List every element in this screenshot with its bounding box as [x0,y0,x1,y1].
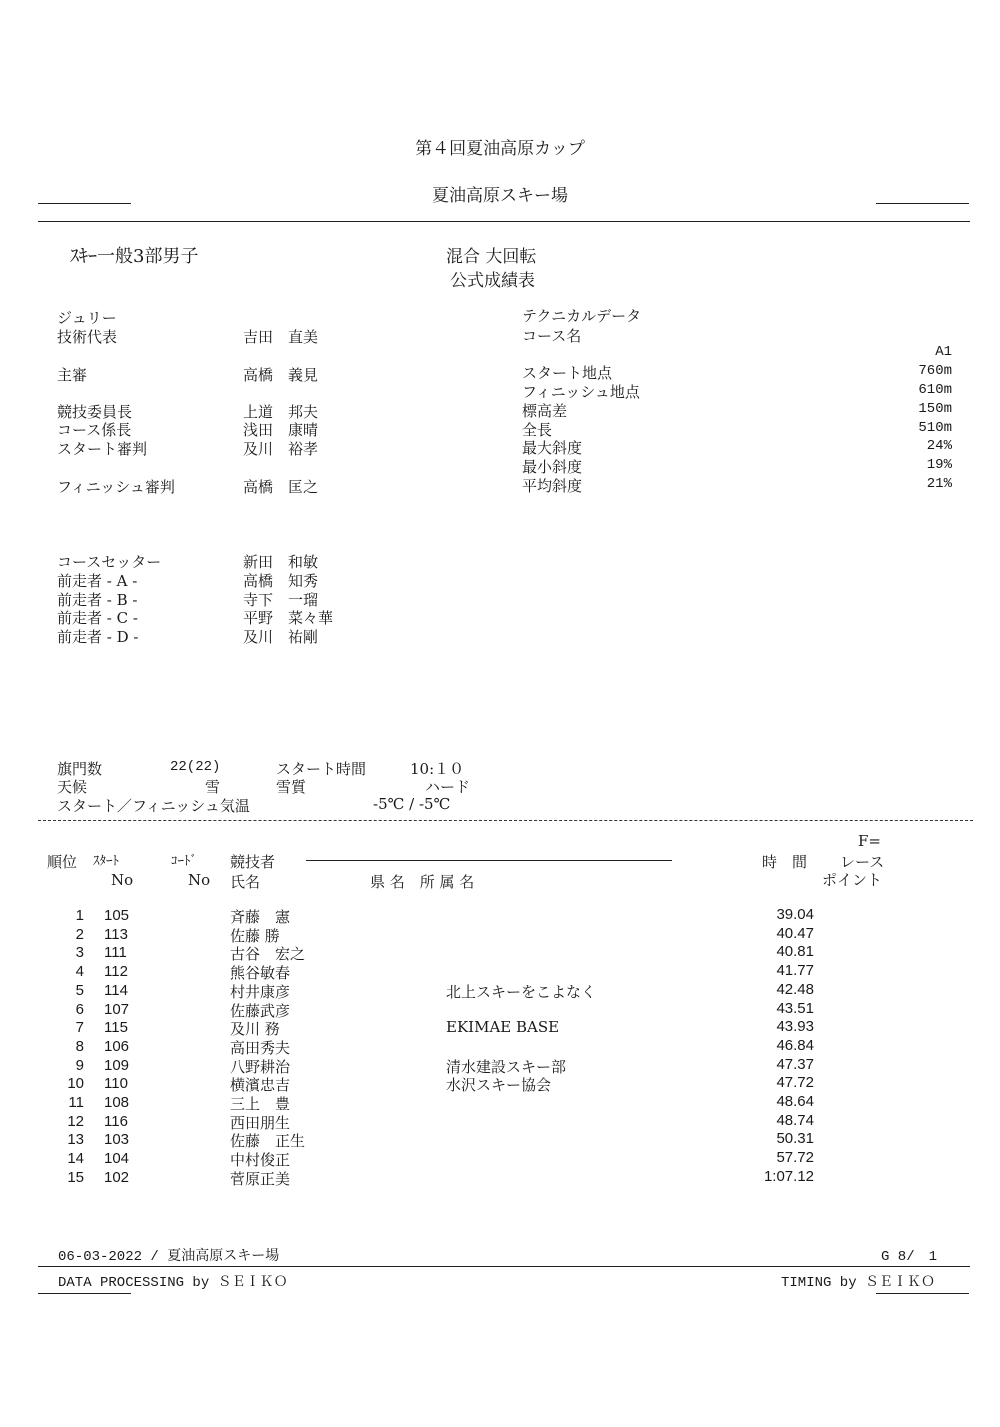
club-cell: 清水建設スキー部 [446,1057,567,1076]
bib-cell: 110 [104,1075,128,1093]
header-rule-right-short [876,203,969,204]
time-cell: 40.81 [776,943,814,961]
time-cell: 41.77 [776,962,814,980]
time-cell: 39.04 [776,906,814,923]
bib-cell: 115 [104,1019,128,1037]
competitor-name-cell: 中村俊正 [230,1151,291,1170]
footer-timing: TIMING by ＳＥＩＫＯ [781,1275,936,1291]
competitor-name-cell: 西田朋生 [230,1113,291,1132]
jury-role: フィニッシュ審判 [57,478,175,496]
time-cell: 46.84 [776,1036,814,1054]
header-points: ポイント [822,871,883,889]
technical-heading: テクニカルデータ [522,307,642,325]
club-cell: EKIMAE BASE [446,1018,560,1037]
rank-cell: 6 [75,1000,84,1018]
setter-name: 新田 和敏 [243,553,319,571]
header-club: 県 名 所 属 名 [370,873,475,891]
time-cell: 47.72 [776,1074,814,1092]
doc-type-label: 公式成績表 [450,271,535,291]
venue-title: 夏油高原スキー場 [432,186,568,206]
setter-name: 高橋 知秀 [243,572,319,590]
competitor-name-cell: 横濱忠吉 [230,1076,291,1095]
competitor-name-cell: 菅原正美 [230,1169,291,1188]
competitor-name-cell: 佐藤 正生 [230,1132,306,1151]
jury-role: コース係長 [57,421,132,439]
rank-cell: 14 [67,1150,84,1168]
bib-cell: 113 [104,925,128,943]
footer-page: G 8/ 1 [881,1249,938,1265]
setter-name: 及川 祐剛 [243,628,319,646]
setter-role: 前走者 - B - [57,591,138,609]
competitor-name-cell: 村井康彦 [230,982,291,1001]
rank-cell: 3 [75,944,84,962]
snow-label: 雪質 [276,778,307,796]
temperature-value: -5℃ / -5℃ [373,795,451,813]
rank-cell: 13 [67,1131,84,1149]
technical-value: 510m [918,420,952,436]
header-start: ｽﾀｰﾄ [93,854,119,869]
header-rule [38,221,970,222]
time-cell: 42.48 [776,980,814,998]
technical-value: 760m [918,363,952,379]
competitor-name-cell: 三上 豊 [230,1095,291,1113]
time-cell: 48.64 [776,1093,814,1110]
bib-cell: 102 [104,1168,130,1186]
rank-cell: 10 [67,1075,84,1093]
time-cell: 43.93 [776,1018,814,1036]
header-name: 氏名 [230,873,261,891]
technical-label: 最小斜度 [522,458,583,476]
setter-role: 前走者 - D - [57,628,139,646]
weather-value: 雪 [205,778,221,796]
gates-value: 22(22) [170,759,221,775]
setter-role: 前走者 - C - [57,609,138,627]
jury-name: 吉田 直美 [243,328,319,346]
header-competitor: 競技者 [230,853,276,871]
time-cell: 48.74 [776,1111,814,1129]
technical-value: 19% [926,457,952,473]
jury-name: 高橋 匡之 [243,478,319,496]
temperature-label: スタート／フィニッシュ気温 [57,797,250,815]
rank-cell: 8 [75,1037,84,1055]
weather-label: 天候 [57,778,88,796]
bib-cell: 106 [104,1037,130,1055]
jury-name: 高橋 義見 [243,366,319,384]
rank-cell: 2 [75,925,84,943]
jury-role: 技術代表 [57,328,118,346]
header-code-no: No [188,871,211,889]
header-start-no: No [111,871,134,889]
competitor-name-cell: 古谷 宏之 [230,945,306,964]
event-title: 第４回夏油高原カップ [415,139,585,159]
discipline-label: 混合 大回転 [446,247,537,267]
technical-value: 21% [926,476,952,492]
bib-cell: 103 [104,1131,130,1149]
technical-label: 標高差 [522,402,568,420]
technical-label: 全長 [522,421,553,439]
course-name-value: A1 [935,344,952,360]
header-f-equals: F= [858,832,881,850]
category-label: ｽｷｰ一般3部男子 [70,246,199,267]
competitor-name-cell: 及川 務 [230,1020,280,1039]
section-divider [38,820,973,821]
footer-rule-left-short [38,1293,131,1294]
time-cell: 43.51 [776,999,814,1017]
header-rank: 順位 [47,853,78,871]
technical-label: スタート地点 [522,364,613,382]
jury-name: 及川 裕孝 [243,440,319,458]
footer-rule-right-short [876,1293,969,1294]
bib-cell: 107 [104,1000,130,1018]
club-cell: 北上スキーをこよなく [446,982,597,1001]
competitor-name-cell: 佐藤武彦 [230,1001,291,1020]
bib-cell: 104 [104,1150,130,1168]
course-name-label: コース名 [522,327,582,345]
rank-cell: 12 [67,1112,84,1130]
bib-cell: 105 [104,907,130,924]
time-cell: 50.31 [776,1130,814,1148]
club-cell: 水沢スキー協会 [446,1076,552,1095]
bib-cell: 116 [104,1112,128,1130]
setter-role: コースセッター [57,553,162,571]
start-time-value: 10:１０ [410,760,465,778]
header-competitor-rule [306,860,672,861]
rank-cell: 9 [75,1056,84,1074]
technical-value: 24% [926,438,952,454]
jury-name: 浅田 康晴 [243,421,319,439]
competitor-name-cell: 八野耕治 [230,1057,291,1076]
bib-cell: 109 [104,1056,130,1074]
bib-cell: 114 [104,981,128,999]
technical-label: 最大斜度 [522,439,583,457]
setter-role: 前走者 - A - [57,572,138,590]
competitor-name-cell: 熊谷敏春 [230,964,291,983]
time-cell: 1:07.12 [763,1167,814,1185]
snow-value: ハード [425,778,471,796]
footer-date-venue: 06-03-2022 / 夏油高原スキー場 [58,1249,280,1265]
jury-role: 主審 [57,366,88,384]
technical-label: フィニッシュ地点 [522,383,640,401]
footer-data-processing: DATA PROCESSING by ＳＥＩＫＯ [58,1275,288,1291]
rank-cell: 5 [75,981,84,999]
competitor-name-cell: 高田秀夫 [230,1038,291,1057]
rank-cell: 1 [75,907,84,924]
footer-rule [38,1266,970,1267]
setter-name: 平野 菜々華 [243,609,334,627]
header-code: ｺｰﾄﾞ [171,854,197,869]
setter-name: 寺下 一瑠 [243,591,319,609]
time-cell: 47.37 [776,1055,814,1073]
bib-cell: 111 [104,944,127,962]
header-race: レース [840,853,885,871]
rank-cell: 15 [67,1168,84,1186]
jury-name: 上道 邦夫 [243,403,319,421]
bib-cell: 108 [104,1094,130,1111]
start-time-label: スタート時間 [276,760,367,778]
rank-cell: 11 [68,1094,84,1111]
jury-heading: ジュリー [57,309,117,327]
technical-value: 150m [918,401,952,417]
competitor-name-cell: 斉藤 憲 [230,908,291,926]
gates-label: 旗門数 [57,760,103,778]
jury-role: 競技委員長 [57,403,133,421]
time-cell: 57.72 [776,1149,814,1167]
competitor-name-cell: 佐藤 勝 [230,926,280,945]
rank-cell: 4 [75,963,84,981]
header-rule-left-short [38,203,131,204]
technical-value: 610m [918,382,952,398]
header-time: 時 間 [762,853,808,871]
technical-label: 平均斜度 [522,477,583,495]
time-cell: 40.47 [776,924,814,942]
rank-cell: 7 [75,1019,84,1037]
bib-cell: 112 [104,963,128,981]
jury-role: スタート審判 [57,440,148,458]
